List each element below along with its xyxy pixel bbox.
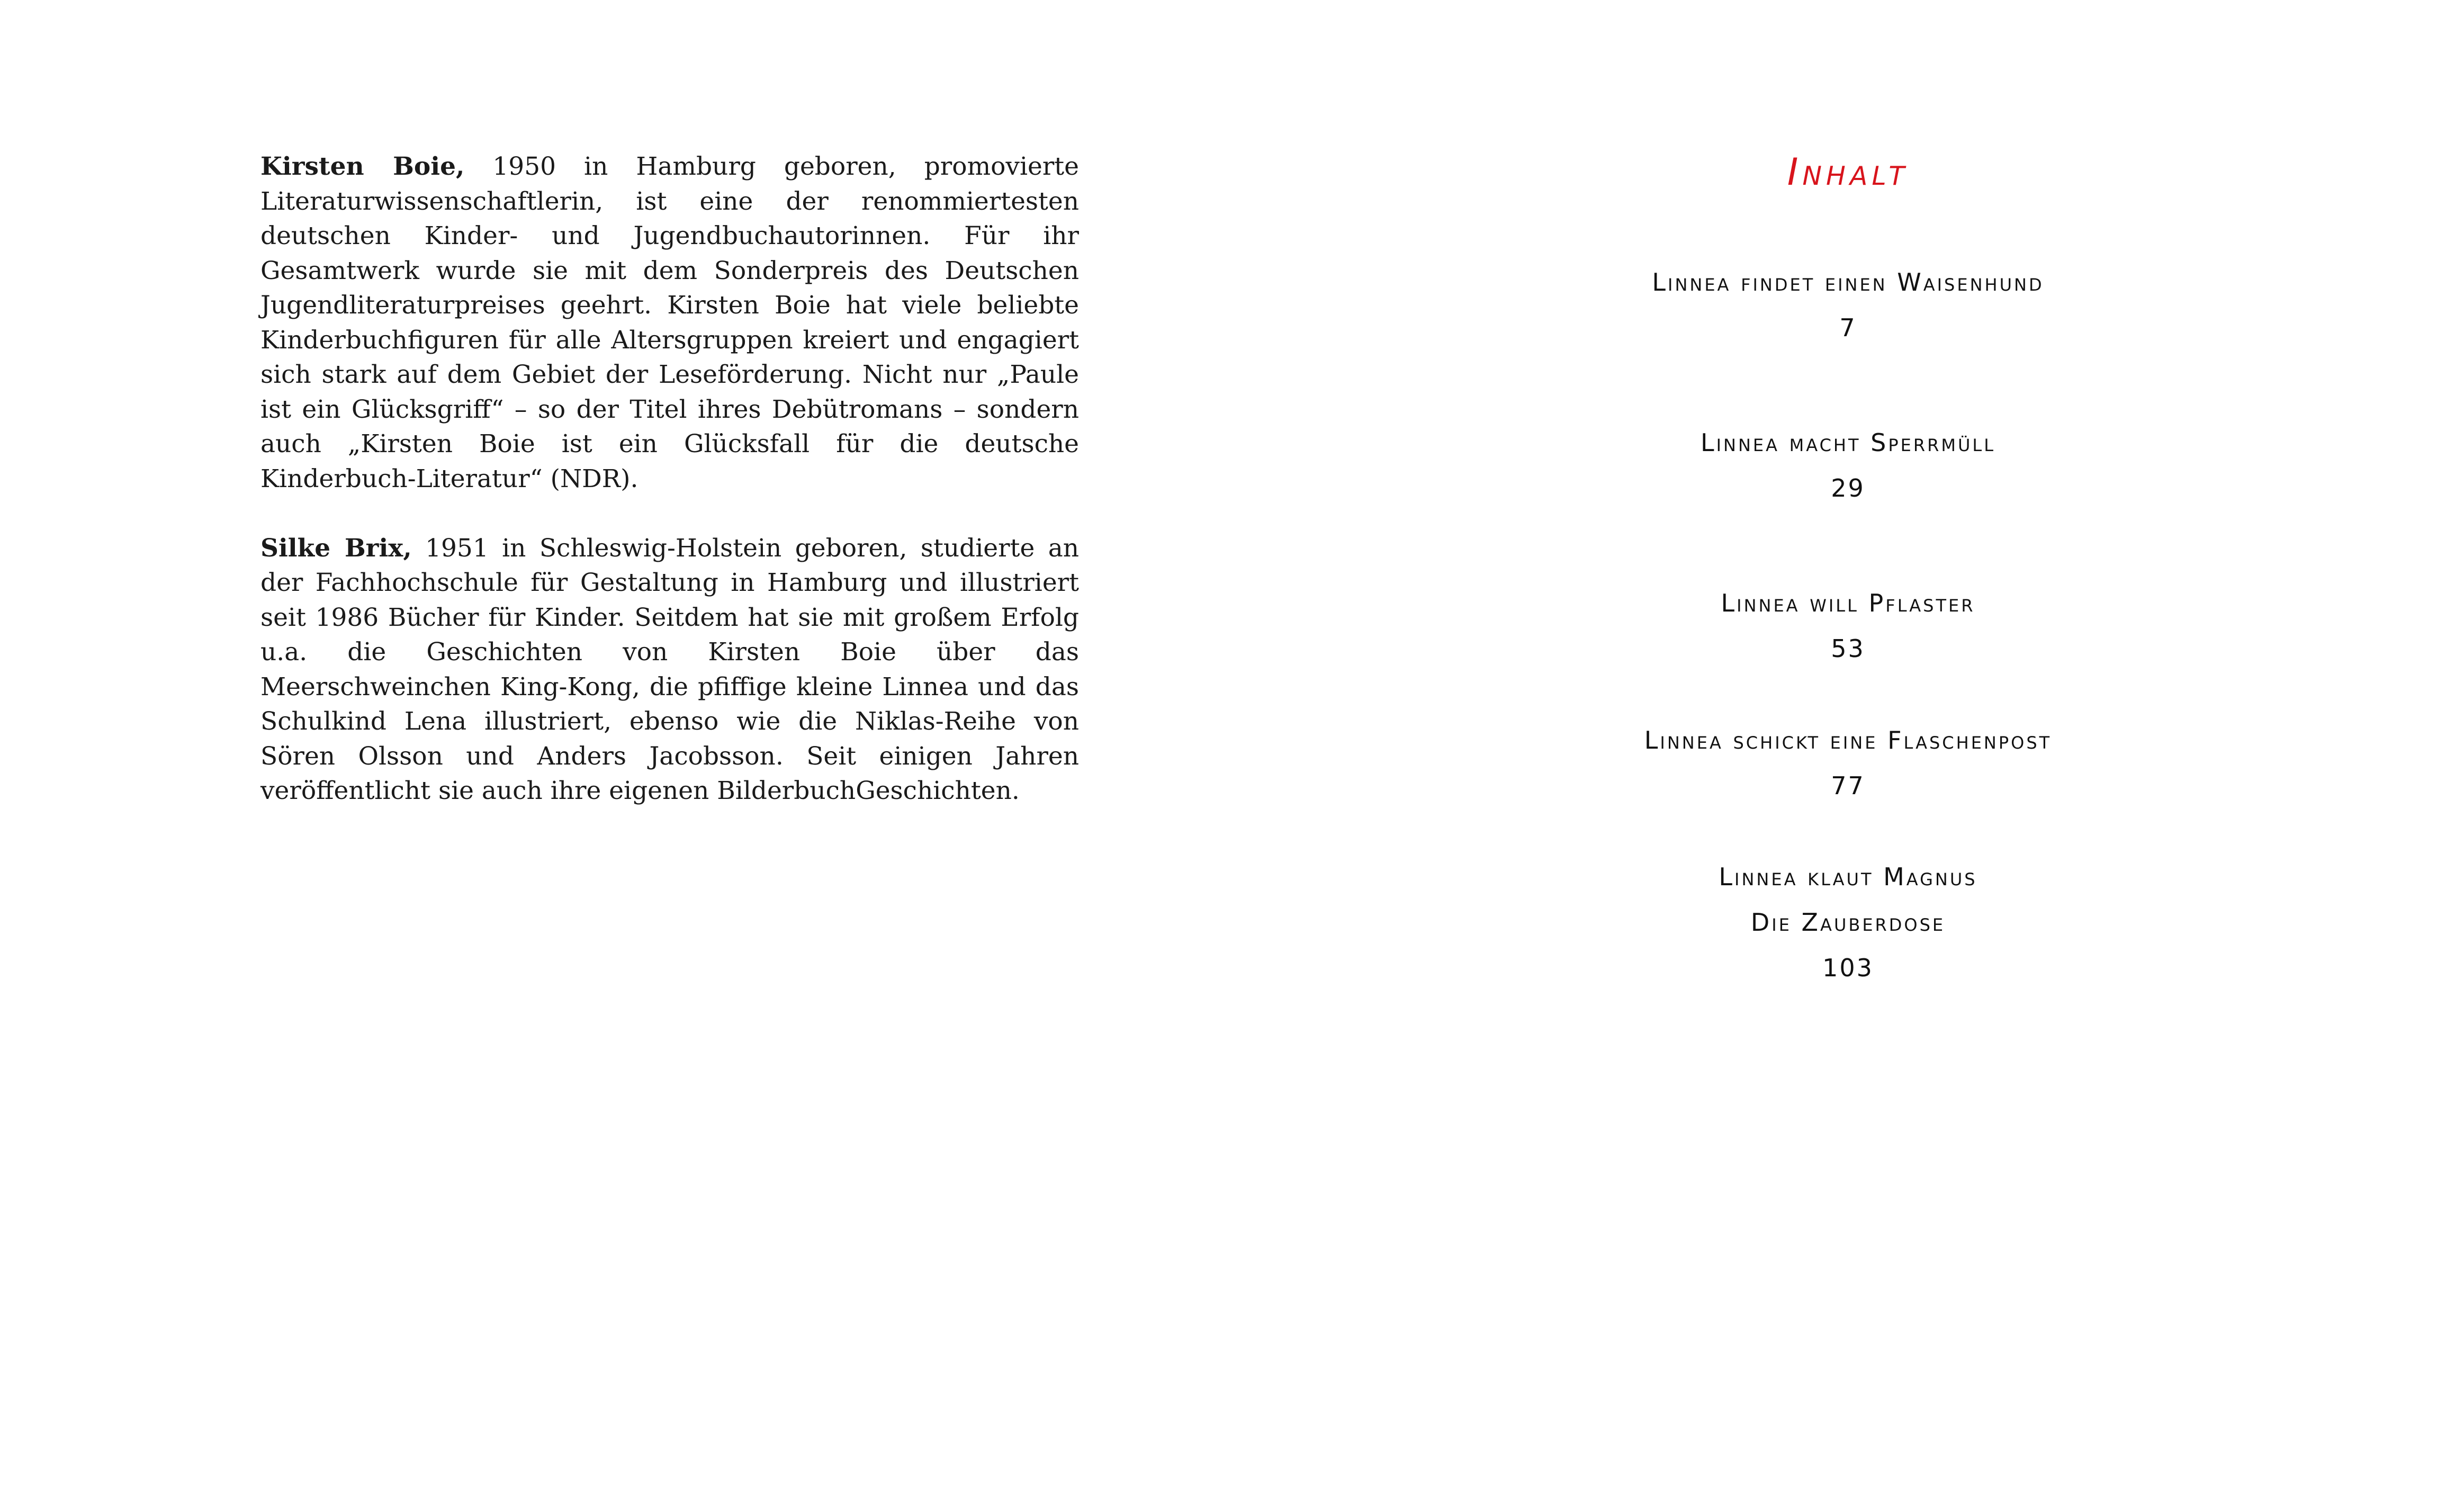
toc-title: Inhalt <box>1787 150 1909 194</box>
bio-name: Silke Brix, <box>260 533 412 563</box>
toc-entry <box>1232 580 2464 671</box>
toc-chapter-title: Linnea schickt eine Flaschenpost <box>1644 726 2052 754</box>
toc-page-number: 77 <box>1831 771 1865 800</box>
bio-silke-brix <box>260 531 1079 808</box>
toc-chapter-title: Die Zauberdose <box>1750 908 1946 937</box>
toc-entry <box>1232 259 2464 350</box>
toc-chapter-title: Linnea klaut Magnus <box>1719 862 1977 891</box>
toc-chapter-title: Linnea will Pflaster <box>1721 589 1975 617</box>
bio-name: Kirsten Boie, <box>260 152 465 181</box>
right-page <box>1232 0 2464 1501</box>
toc-chapter-title: Linnea findet einen Waisenhund <box>1652 268 2044 296</box>
bio-text: 1951 in Schleswig-Holstein geboren, studierte an der Fachhochschule für Gestaltung in Hamburg und illustriert seit 1986 Bücher für Kinder. Seitdem hat sie mit großem Erfolg u.a. die Geschichten von Kirsten Boie über das Meerschweinchen King-Kong, die pfiffige kleine Linnea und das Schulkind Lena illustriert, ebenso wie die Niklas-Reihe von Sören Olsson und Anders Jacobsson. Seit einigen Jahren veröffentlicht sie auch ihre eigenen BilderbuchGeschichten. <box>260 533 1079 805</box>
bio-text: 1950 in Hamburg geboren, promovierte Literaturwissenschaftlerin, ist eine der renommiertesten deutschen Kinder- und Jugendbuchautorinnen. Für ihr Gesamtwerk wurde sie mit dem Sonderpreis des Deutschen Jugendliteraturpreises geehrt. Kirsten Boie hat viele beliebte Kinderbuchfiguren für alle Altersgruppen kreiert und engagiert sich stark auf dem Gebiet der Leseförderung. Nicht nur „Paule ist ein Glücksgriff“ – so der Titel ihres Debütromans – sondern auch „Kirsten Boie ist ein Glücksfall für die deutsche Kinderbuch-Literatur“ (NDR). <box>260 152 1079 493</box>
toc-entry <box>1232 420 2464 511</box>
toc-entry <box>1232 717 2464 808</box>
bio-kirsten-boie <box>260 149 1079 496</box>
toc-chapter-title: Linnea macht Sperrmüll <box>1700 428 1996 457</box>
toc-page-number: 29 <box>1831 474 1865 502</box>
author-bios <box>260 149 1079 808</box>
toc-page-number: 7 <box>1839 313 1857 342</box>
toc-page-number: 103 <box>1822 954 1874 982</box>
toc-entry <box>1232 854 2464 991</box>
toc-page-number: 53 <box>1831 634 1865 663</box>
